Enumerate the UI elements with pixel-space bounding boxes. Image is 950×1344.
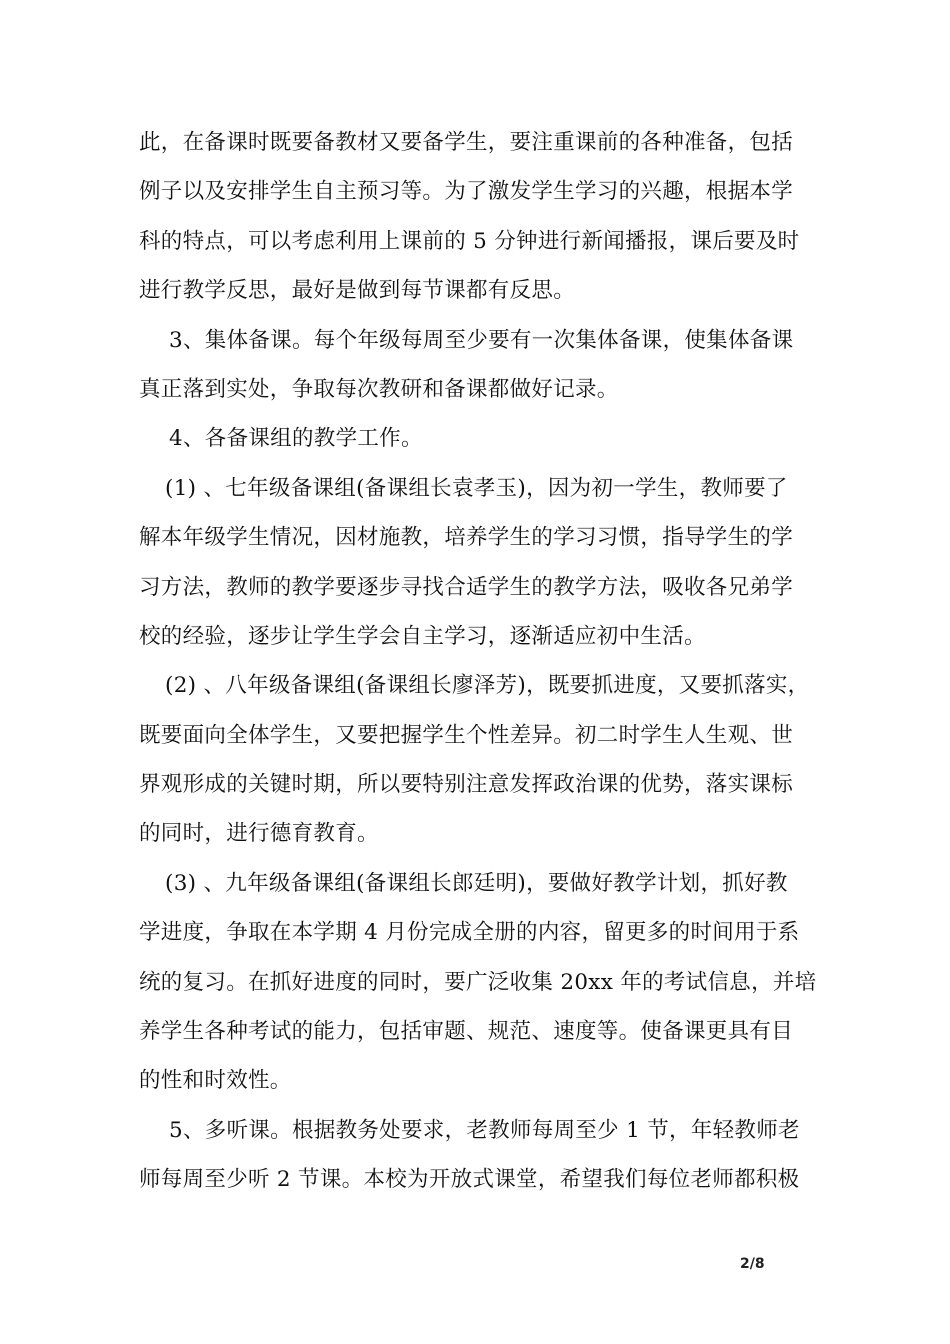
paragraph-line: 养学生各种考试的能力，包括审题、规范、速度等。使备课更具有目 (139, 1019, 794, 1045)
paragraph-line: 例子以及安排学生自主预习等。为了激发学生学习的兴趣，根据本学 (139, 179, 794, 205)
paragraph-line: 校的经验，逐步让学生学会自主学习，逐渐适应初中生活。 (139, 623, 706, 649)
section-heading: 4、各备课组的教学工作。 (169, 426, 423, 452)
paragraph-line: 师每周至少听 2 节课。本校为开放式课堂，希望我们每位老师都积极 (139, 1167, 800, 1193)
paragraph-line: 既要面向全体学生，又要把握学生个性差异。初二时学生人生观、世 (139, 722, 794, 748)
page-number: 2/8 (740, 1256, 765, 1272)
paragraph-line: (1) 、七年级备课组(备课组长袁孝玉)，因为初一学生，教师要了 (165, 475, 788, 501)
paragraph-line: 学进度，争取在本学期 4 月份完成全册的内容，留更多的时间用于系 (139, 920, 800, 946)
document-body (139, 118, 839, 1205)
paragraph-line: 3、集体备课。每个年级每周至少要有一次集体备课，使集体备课 (169, 327, 794, 353)
paragraph-line: 的同时，进行德育教育。 (139, 821, 379, 847)
paragraph-line: 科的特点，可以考虑利用上课前的 5 分钟进行新闻播报，课后要及时 (139, 228, 800, 254)
paragraph-line: (2) 、八年级备课组(备课组长廖泽芳)，既要抓进度，又要抓落实， (165, 673, 810, 699)
paragraph-line: 此，在备课时既要备教材又要备学生，要注重课前的各种准备，包括 (139, 130, 794, 155)
paragraph-line: 界观形成的关键时期，所以要特别注意发挥政治课的优势，落实课标 (139, 772, 794, 798)
paragraph-line: 统的复习。在抓好进度的同时，要广泛收集 20xx 年的考试信息，并培 (139, 969, 817, 995)
paragraph-line: 真正落到实处，争取每次教研和备课都做好记录。 (139, 376, 619, 402)
paragraph-line: 5、多听课。根据教务处要求，老教师每周至少 1 节，年轻教师老 (169, 1117, 800, 1143)
paragraph-line: 习方法，教师的教学要逐步寻找合适学生的教学方法，吸收各兄弟学 (139, 574, 794, 600)
paragraph-line: (3) 、九年级备课组(备课组长郎廷明)，要做好教学计划，抓好教 (165, 870, 788, 896)
paragraph-line: 解本年级学生情况，因材施教，培养学生的学习习惯，指导学生的学 (139, 525, 794, 551)
paragraph-line: 的性和时效性。 (139, 1068, 292, 1094)
paragraph-line: 进行教学反思，最好是做到每节课都有反思。 (139, 278, 576, 304)
